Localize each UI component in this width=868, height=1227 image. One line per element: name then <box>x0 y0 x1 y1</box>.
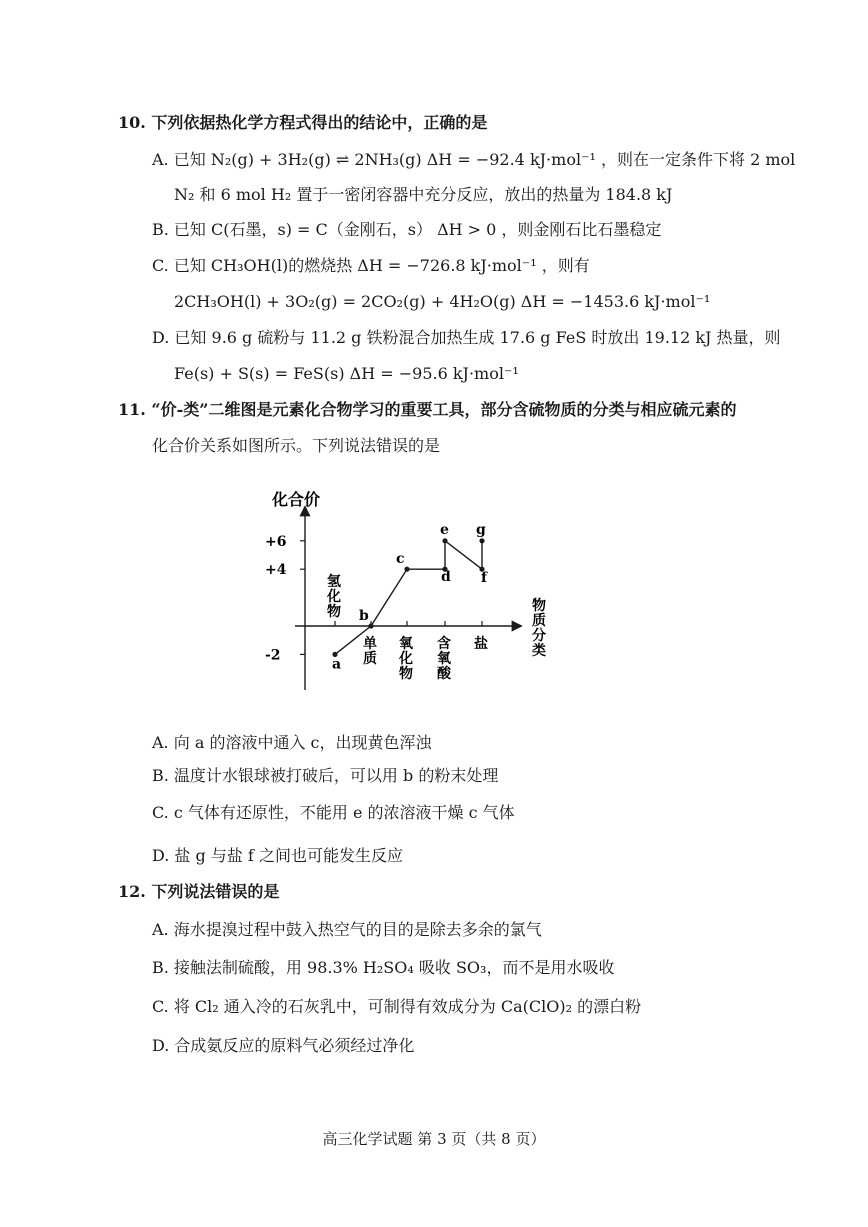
svg-text:单: 单 <box>363 636 377 652</box>
q12-stem: 12. 下列说法错误的是 <box>118 882 280 901</box>
q12-option-c: C. 将 Cl₂ 通入冷的石灰乳中，可制得有效成分为 Ca(ClO)₂ 的漂白粉 <box>152 997 642 1016</box>
svg-text:质: 质 <box>363 651 377 667</box>
x-category-label <box>363 635 377 667</box>
svg-text:氢: 氢 <box>327 574 341 590</box>
svg-text:化: 化 <box>399 651 413 667</box>
point-g <box>479 538 484 543</box>
svg-text:类: 类 <box>532 643 546 659</box>
x-category-label <box>398 635 414 682</box>
point-label-b: b <box>359 608 369 624</box>
svg-text:物: 物 <box>532 598 546 614</box>
svg-text:含: 含 <box>437 636 451 652</box>
x-category-label <box>326 573 342 620</box>
y-tick-label: -2 <box>265 647 281 664</box>
q11-stem-line2: 化合价关系如图所示。下列说法错误的是 <box>152 436 441 455</box>
q10-option-d: D. 已知 9.6 g 硫粉与 11.2 g 铁粉混合加热生成 17.6 g FeS 时放出 19.12 kJ 热量，则 <box>152 328 781 347</box>
q10-option-c-cont: 2CH₃OH(l) + 3O₂(g) = 2CO₂(g) + 4H₂O(g) ΔH = −1453.6 kJ·mol⁻¹ <box>174 292 711 311</box>
svg-text:物: 物 <box>327 604 341 620</box>
x-category-label <box>474 635 488 652</box>
point-label-e: e <box>440 521 449 538</box>
q10-option-a-cont: N₂ 和 6 mol H₂ 置于一密闭容器中充分反应，放出的热量为 184.8 kJ <box>174 185 673 204</box>
q11-stem-line1: 11. “价-类”二维图是元素化合物学习的重要工具，部分含硫物质的分类与相应硫元素的 <box>118 400 737 419</box>
point-label-c: c <box>396 551 405 568</box>
svg-text:物: 物 <box>399 666 413 682</box>
x-tick-marks <box>326 573 488 682</box>
svg-text:酸: 酸 <box>437 666 451 682</box>
q12-option-d: D. 合成氨反应的原料气必须经过净化 <box>152 1036 415 1055</box>
svg-text:分: 分 <box>532 628 546 644</box>
q10-option-a: A. 已知 N₂(g) + 3H₂(g) ⇌ 2NH₃(g) ΔH = −92.4 kJ·mol⁻¹ ，则在一定条件下将 2 mol <box>152 150 796 169</box>
point-e <box>442 538 447 543</box>
q11-option-a: A. 向 a 的溶液中通入 c，出现黄色浑浊 <box>152 733 432 752</box>
svg-text:氧: 氧 <box>399 636 413 652</box>
svg-text:质: 质 <box>532 613 546 629</box>
q11-option-b: B. 温度计水银球被打破后，可以用 b 的粉末处理 <box>152 766 499 785</box>
point-label-f: f <box>481 570 488 587</box>
point-label-d: d <box>441 569 451 586</box>
chart-segment-ef <box>445 541 482 569</box>
y-tick-marks <box>265 534 305 664</box>
q12-option-b: B. 接触法制硫酸，用 98.3% H₂SO₄ 吸收 SO₃，而不是用水吸收 <box>152 958 615 977</box>
y-axis-title: 化合价 <box>272 490 321 509</box>
svg-text:化: 化 <box>327 589 341 605</box>
q11-option-c: C. c 气体有还原性，不能用 e 的浓溶液干燥 c 气体 <box>152 803 515 822</box>
svg-text:盐: 盐 <box>474 636 488 652</box>
q12-option-a: A. 海水提溴过程中鼓入热空气的目的是除去多余的氯气 <box>152 920 542 939</box>
q10-option-b: B. 已知 C(石墨，s) = C（金刚石，s） ΔH > 0 ，则金刚石比石墨稳定 <box>152 220 662 239</box>
x-category-label <box>437 635 452 682</box>
chart-segment-bc <box>371 569 407 626</box>
x-axis-title <box>532 597 546 659</box>
point-label-a: a <box>332 656 342 673</box>
q11-option-d: D. 盐 g 与盐 f 之间也可能发生反应 <box>152 846 403 865</box>
svg-text:氧: 氧 <box>437 651 451 667</box>
point-label-g: g <box>476 521 486 538</box>
q10-stem: 10. 下列依据热化学方程式得出的结论中，正确的是 <box>118 113 488 132</box>
page-footer: 高三化学试题 第 3 页（共 8 页） <box>322 1130 546 1148</box>
y-tick-label: +4 <box>265 562 287 579</box>
point-b <box>368 623 373 628</box>
valence-class-chart <box>0 480 868 710</box>
q10-option-d-cont: Fe(s) + S(s) = FeS(s) ΔH = −95.6 kJ·mol⁻¹ <box>174 364 519 383</box>
y-tick-label: +6 <box>265 533 287 550</box>
point-c <box>404 567 409 572</box>
q10-option-c: C. 已知 CH₃OH(l)的燃烧热 ΔH = −726.8 kJ·mol⁻¹ ，则有 <box>152 256 590 275</box>
